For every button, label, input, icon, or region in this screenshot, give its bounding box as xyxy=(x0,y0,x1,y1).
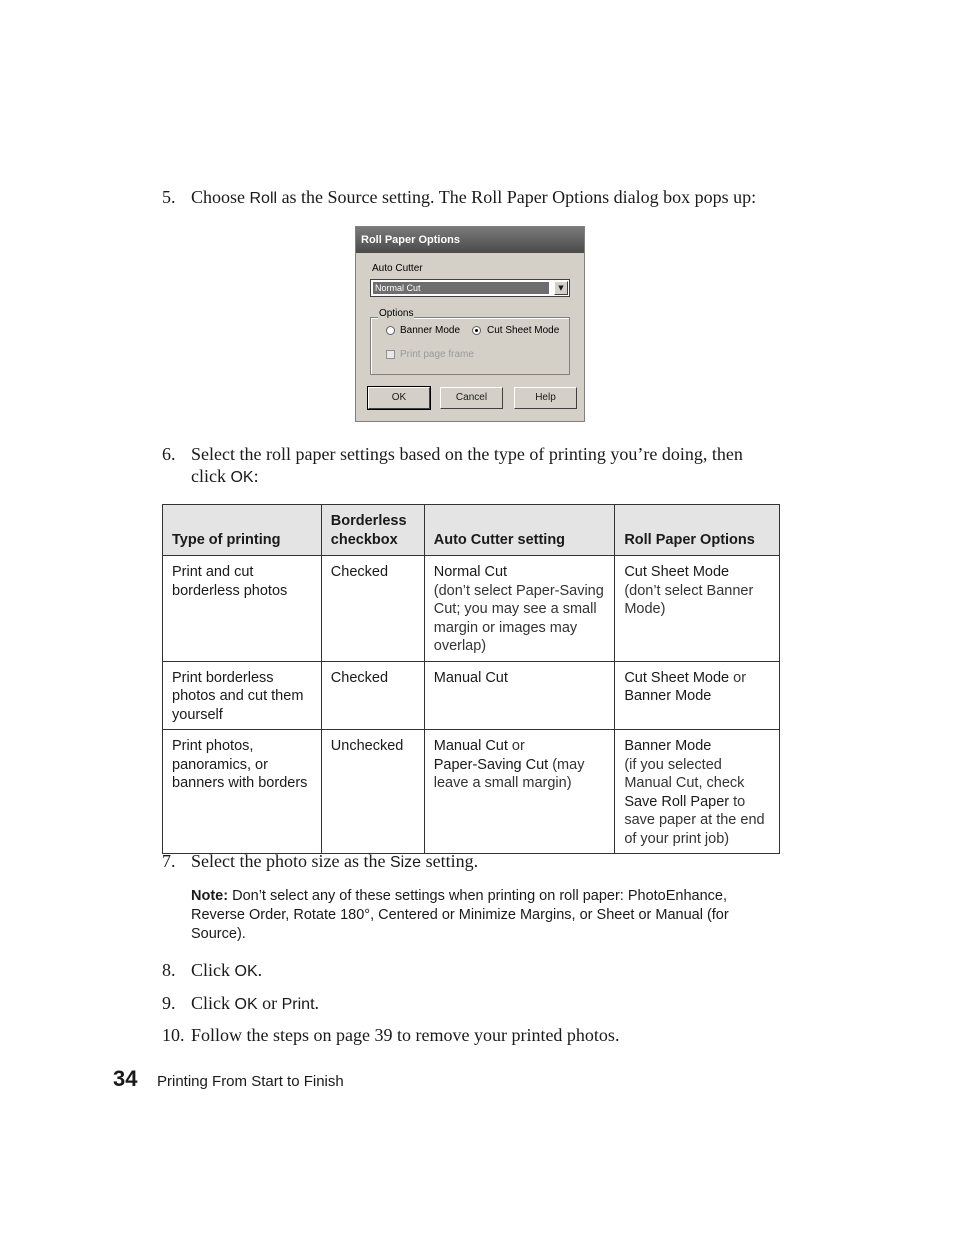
step-6 xyxy=(162,443,762,489)
help-button[interactable]: Help xyxy=(514,387,577,409)
note-block xyxy=(191,887,751,944)
step-10 xyxy=(162,1024,619,1046)
step-number: 7. xyxy=(162,851,176,871)
step-text: : xyxy=(253,466,259,486)
step-text: . xyxy=(314,993,320,1013)
table-cell xyxy=(424,730,615,854)
roll-option: Cut Sheet Mode xyxy=(624,669,730,686)
step-number: 10. xyxy=(162,1025,185,1045)
roll-paper-options-dialog xyxy=(355,226,585,422)
table-cell: Print and cut borderless photos xyxy=(163,556,322,662)
step-number: 9. xyxy=(162,993,176,1013)
cutter-setting: Normal Cut xyxy=(433,564,508,580)
step-text: Select the photo size as the xyxy=(191,851,390,871)
cutter-setting: Manual Cut xyxy=(433,669,508,686)
step-8 xyxy=(162,959,262,983)
column-header: Borderless checkbox xyxy=(321,505,424,556)
column-header: Roll Paper Options xyxy=(615,505,780,556)
roll-or: or xyxy=(729,669,747,686)
banner-mode-radio[interactable] xyxy=(386,326,395,335)
roll-ui-term: Save Roll Paper xyxy=(624,793,730,810)
table-row xyxy=(163,556,780,662)
table-cell xyxy=(424,556,615,662)
roll-paper-settings-table xyxy=(162,504,780,854)
roll-note: to save paper at the end of your print job) xyxy=(624,793,765,847)
cut-sheet-mode-radio[interactable] xyxy=(472,326,481,335)
table-row xyxy=(163,661,780,730)
step-5 xyxy=(162,186,756,210)
table-cell: Print borderless photos and cut them yourself xyxy=(163,661,322,730)
table-row xyxy=(163,730,780,854)
cutter-setting: Manual Cut xyxy=(433,738,508,754)
ui-term: OK xyxy=(230,469,254,486)
cancel-button[interactable]: Cancel xyxy=(440,387,503,409)
ui-term: OK xyxy=(234,996,258,1013)
step-9 xyxy=(162,992,319,1016)
step-text: Select the roll paper settings based on the type of printing you’re doing, then click xyxy=(191,444,743,486)
ok-button[interactable]: OK xyxy=(368,387,430,409)
ui-term: Print xyxy=(281,996,315,1013)
roll-option: Cut Sheet Mode xyxy=(624,564,730,580)
table-cell xyxy=(615,661,780,730)
roll-option: Banner Mode xyxy=(624,738,712,754)
note-text: Don’t select any of these settings when printing on roll paper: PhotoEnhance, Reverse Order, Rotate 180°, Centered or Minimize Margins, or Sheet or Manual (for Source). xyxy=(191,888,729,942)
step-text: Click xyxy=(191,993,235,1013)
cutter-note: (may leave a small margin) xyxy=(433,756,585,791)
roll-note: (don’t select Banner Mode) xyxy=(624,582,754,617)
ui-term: OK xyxy=(234,963,258,980)
auto-cutter-select[interactable] xyxy=(370,279,570,297)
step-7 xyxy=(162,850,478,874)
step-number: 6. xyxy=(162,444,176,464)
step-text: Follow the steps on page 39 to remove your printed photos. xyxy=(191,1025,620,1045)
options-label: Options xyxy=(379,308,414,319)
step-number: 8. xyxy=(162,960,176,980)
banner-mode-label: Banner Mode xyxy=(400,325,461,336)
step-text: as the Source setting. The Roll Paper Options dialog box pops up: xyxy=(277,187,757,207)
note-label: Note: xyxy=(191,888,229,904)
print-page-frame-label: Print page frame xyxy=(400,349,474,360)
dialog-title: Roll Paper Options xyxy=(356,227,584,253)
chevron-down-icon[interactable]: ▼ xyxy=(554,281,568,295)
cutter-setting-alt: Paper-Saving Cut xyxy=(433,756,549,773)
cut-sheet-mode-label: Cut Sheet Mode xyxy=(487,325,560,336)
ui-term: Roll xyxy=(249,190,278,207)
cutter-or: or xyxy=(507,738,525,754)
print-page-frame-checkbox[interactable] xyxy=(386,350,395,359)
step-text-block xyxy=(162,443,762,489)
step-text: setting. xyxy=(421,851,479,871)
table-cell xyxy=(424,661,615,730)
step-text: Choose xyxy=(191,187,250,207)
ui-term: Size xyxy=(389,854,422,871)
cutter-note: (don’t select Paper-Saving Cut; you may see a small margin or images may overlap) xyxy=(433,582,604,654)
table-cell xyxy=(615,730,780,854)
table-cell: Checked xyxy=(321,661,424,730)
auto-cutter-value: Normal Cut xyxy=(373,282,549,294)
auto-cutter-label: Auto Cutter xyxy=(372,263,423,274)
table-cell: Print photos, panoramics, or banners with borders xyxy=(163,730,322,854)
table-header-row xyxy=(163,505,780,556)
step-number: 5. xyxy=(162,187,176,207)
running-footer: Printing From Start to Finish xyxy=(157,1073,344,1090)
roll-note: (if you selected Manual Cut, check xyxy=(624,756,745,791)
column-header: Auto Cutter setting xyxy=(424,505,615,556)
step-text: or xyxy=(257,993,282,1013)
step-text: . xyxy=(257,960,263,980)
step-text: Click xyxy=(191,960,235,980)
table-cell xyxy=(615,556,780,662)
roll-option-alt: Banner Mode xyxy=(624,688,712,704)
table-cell: Unchecked xyxy=(321,730,424,854)
column-header: Type of printing xyxy=(163,505,322,556)
table-cell: Checked xyxy=(321,556,424,662)
page-number: 34 xyxy=(113,1066,138,1091)
